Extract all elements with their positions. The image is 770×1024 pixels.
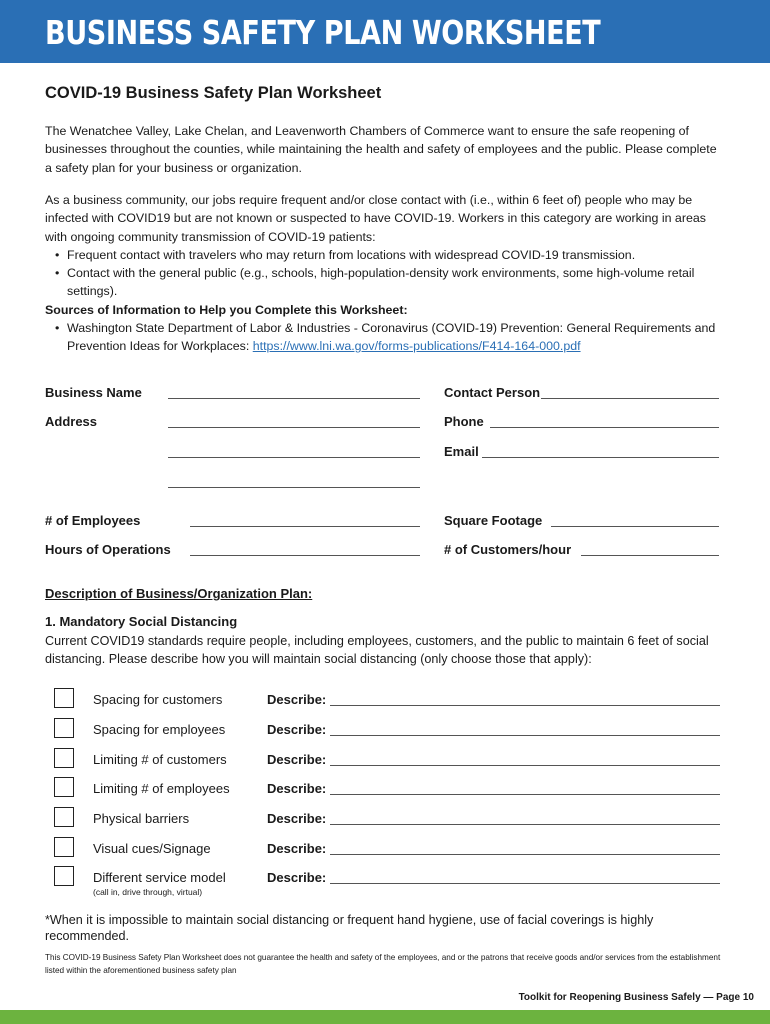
facial-covering-note: *When it is impossible to maintain social distancing or frequent hand hygiene, use of facial coverings is highly recommended. (45, 913, 654, 943)
document-title: COVID-19 Business Safety Plan Worksheet (45, 84, 382, 102)
disclaimer: This COVID-19 Business Safety Plan Worksheet does not guarantee the health and safety of the employees, and or the patrons that receive goods and/or services from the establishment listed within the aforementioned business safety plan (45, 953, 721, 975)
describe-field[interactable] (330, 883, 720, 884)
describe-label: Describe: (267, 781, 327, 796)
checkbox[interactable] (54, 777, 74, 797)
describe-label: Describe: (267, 811, 327, 826)
checklist-row (45, 748, 725, 778)
checkbox[interactable] (54, 718, 74, 738)
bullet-text: Frequent contact with travelers who may return from locations with widespread COVID-19 transmission. (67, 248, 636, 262)
bullet-dot: • (55, 266, 60, 280)
phone-field[interactable] (490, 427, 719, 428)
page-footer: Toolkit for Reopening Business Safely — Page 10 (518, 992, 754, 1003)
bullet-item (55, 246, 725, 264)
checklist-row (45, 718, 725, 748)
address-field-line-3[interactable] (168, 487, 420, 488)
checkbox[interactable] (54, 688, 74, 708)
employees-label: # of Employees (45, 513, 141, 528)
employees-field[interactable] (190, 526, 420, 527)
checkbox[interactable] (54, 866, 74, 886)
source-item (55, 319, 725, 356)
describe-label: Describe: (267, 841, 327, 856)
address-label: Address (45, 414, 98, 429)
checkbox[interactable] (54, 807, 74, 827)
banner-title: BUSINESS SAFETY PLAN WORKSHEET (45, 13, 601, 52)
contact-person-label: Contact Person (444, 385, 541, 400)
business-name-label: Business Name (45, 385, 142, 400)
square-footage-field[interactable] (551, 526, 719, 527)
describe-label: Describe: (267, 752, 327, 767)
community-paragraph: As a business community, our jobs require frequent and/or close contact with (i.e., within 6 feet of) people who may be infected with COVID19 but are not known or suspected to have COVID-19. Workers in this category are working in areas with ongoing community transmission of COVID-19 patients: (45, 193, 706, 244)
address-field-line-2[interactable] (168, 457, 420, 458)
bullet-item (55, 264, 725, 301)
footer-bar (0, 1010, 770, 1024)
checklist-label: Limiting # of employees (93, 781, 230, 796)
checklist-label: Spacing for employees (93, 722, 226, 737)
address-field-line-1[interactable] (168, 427, 420, 428)
hours-label: Hours of Operations (45, 542, 171, 557)
checklist-sublabel: (call in, drive through, virtual) (93, 887, 203, 897)
sources-heading: Sources of Information to Help you Complete this Worksheet: (45, 303, 408, 317)
plan-heading: Description of Business/Organization Plan: (45, 586, 313, 601)
checklist-row (45, 688, 725, 718)
section-1-text: Current COVID19 standards require people, including employees, customers, and the public to maintain 6 feet of social distancing. Please describe how you will maintain social distancing (only choose those that apply): (45, 634, 709, 666)
checkbox[interactable] (54, 748, 74, 768)
describe-field[interactable] (330, 705, 720, 706)
hours-field[interactable] (190, 555, 420, 556)
source-text: Washington State Department of Labor & Industries - Coronavirus (COVID-19) Prevention: General Requirements and Prevention Ideas for Workplaces: (67, 321, 716, 354)
bullet-dot: • (55, 248, 60, 262)
phone-label: Phone (444, 414, 484, 429)
square-footage-label: Square Footage (444, 513, 543, 528)
describe-field[interactable] (330, 854, 720, 855)
customers-hour-label: # of Customers/hour (444, 542, 572, 557)
checklist-row (45, 837, 725, 867)
describe-field[interactable] (330, 735, 720, 736)
header-banner (0, 0, 770, 63)
checklist-row (45, 866, 725, 902)
checklist-row (45, 807, 725, 837)
intro-paragraph: The Wenatchee Valley, Lake Chelan, and Leavenworth Chambers of Commerce want to ensure the safe reopening of businesses throughout the counties, while maintaining the health and safety of employees and the public. Please complete a safety plan for your business or organization. (45, 124, 717, 175)
describe-field[interactable] (330, 765, 720, 766)
customers-hour-field[interactable] (581, 555, 719, 556)
checklist-label: Physical barriers (93, 811, 190, 826)
describe-label: Describe: (267, 870, 327, 885)
describe-label: Describe: (267, 722, 327, 737)
section-1-title: 1. Mandatory Social Distancing (45, 614, 238, 629)
checklist-label: Visual cues/Signage (93, 841, 211, 856)
checklist-label: Different service model (93, 870, 226, 885)
describe-field[interactable] (330, 794, 720, 795)
email-label: Email (444, 444, 479, 459)
contact-person-field[interactable] (541, 398, 719, 399)
source-text-wrap (55, 319, 725, 356)
bullet-text: Contact with the general public (e.g., schools, high-population-density work environments, some high-volume retail settings). (67, 266, 695, 299)
email-field[interactable] (482, 457, 719, 458)
checkbox[interactable] (54, 837, 74, 857)
bullet-dot: • (55, 321, 60, 335)
source-link[interactable]: https://www.lni.wa.gov/forms-publications/F414-164-000.pdf (252, 339, 581, 354)
business-name-field[interactable] (168, 398, 420, 399)
checklist-label: Limiting # of customers (93, 752, 227, 767)
describe-field[interactable] (330, 824, 720, 825)
describe-label: Describe: (267, 692, 327, 707)
checklist-row (45, 777, 725, 807)
checklist-label: Spacing for customers (93, 692, 223, 707)
